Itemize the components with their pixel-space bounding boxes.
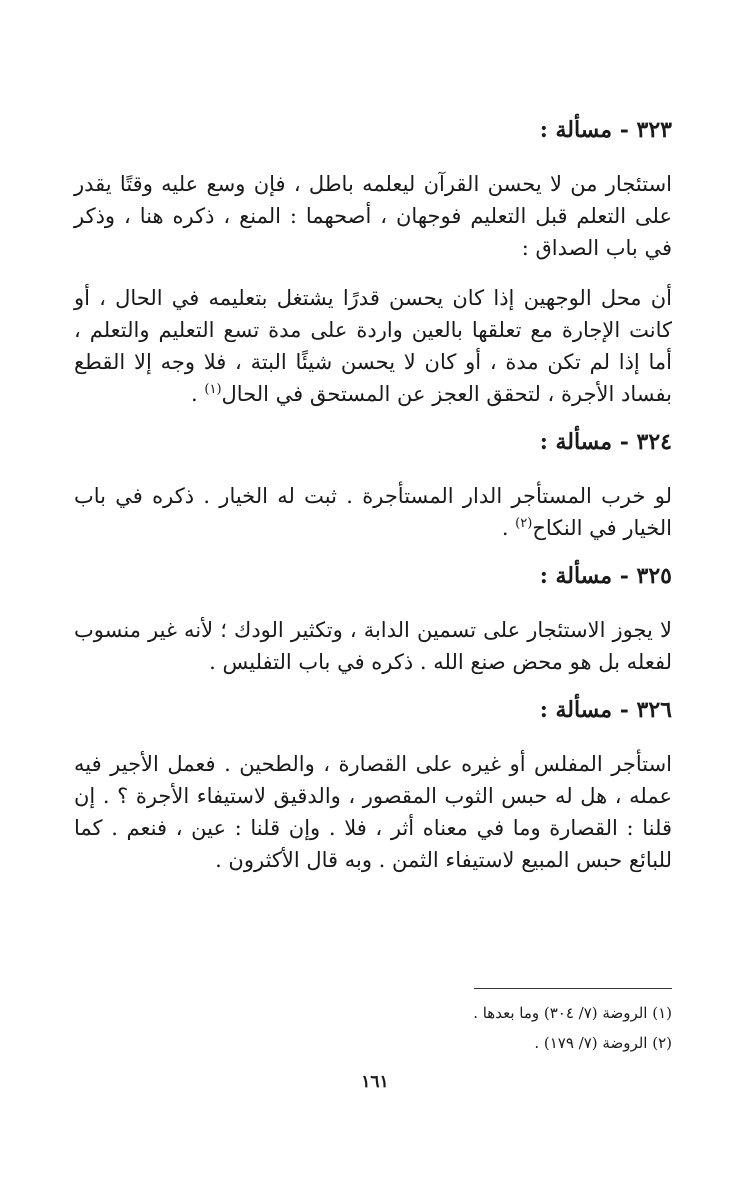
footnote-marker: (٢) xyxy=(515,516,533,531)
issue-heading: ٣٢٦ - مسألة : xyxy=(539,697,672,723)
footnote-separator xyxy=(474,988,672,989)
paragraph-text: أن محل الوجهين إذا كان يحسن قدرًا يشتغل بتعليمه في الحال ، أو كانت الإجارة مع تعلقها بالعين واردة على مدة تسع التعليم والتعلم ، أما إذا لم تكن مدة ، أو كان لا يحسن شيئًا البتة ، فلا وجه إلا القطع بفساد الأجرة ، لتحقق العجز عن المستحق في الحال xyxy=(74,286,672,406)
issue-heading: ٣٢٣ - مسألة : xyxy=(539,117,672,143)
page-number: ١٦١ xyxy=(361,1072,389,1092)
paragraph: لا يجوز الاستئجار على تسمين الدابة ، وتكثير الودك ؛ لأنه غير منسوب لفعله بل هو محض صنع الله . ذكره في باب التفليس . xyxy=(74,618,672,674)
paragraph-end: . xyxy=(191,382,205,406)
issue-heading: ٣٢٥ - مسألة : xyxy=(539,563,672,589)
paragraph: استأجر المفلس أو غيره على القصارة ، والطحين . فعمل الأجير فيه عمله ، هل له حبس الثوب المقصور ، والدقيق لاستيفاء الأجرة ؟ . إن قلنا : القصارة وما في معناه أثر ، فلا . وإن قلنا : عين ، فنعم . كما للبائع حبس المبيع لاستيفاء الثمن . وبه قال الأكثرون . xyxy=(74,752,672,872)
paragraph: استئجار من لا يحسن القرآن ليعلمه باطل ، فإن وسع عليه وقتًا يقدر على التعلم قبل التعليم فوجهان ، أصحهما : المنع ، ذكره هنا ، وذكر في باب الصداق : xyxy=(74,172,672,260)
main-text xyxy=(74,108,672,876)
paragraph-text: لو خرب المستأجر الدار المستأجرة . ثبت له الخيار . ذكره في باب الخيار في النكاح xyxy=(74,484,672,540)
footnotes xyxy=(74,998,672,1058)
issue-section xyxy=(74,554,672,678)
paragraph-end: . xyxy=(501,516,516,540)
issue-section xyxy=(74,420,672,544)
footnote: (٢) الروضة (٧/ ١٧٩) . xyxy=(534,1034,672,1052)
paragraph xyxy=(74,480,672,544)
issue-heading: ٣٢٤ - مسألة : xyxy=(539,429,672,455)
paragraph xyxy=(74,282,672,410)
issue-section xyxy=(74,688,672,876)
footnote: (١) الروضة (٧/ ٣٠٤) وما بعدها . xyxy=(473,1004,672,1022)
footnote-marker: (١) xyxy=(204,382,222,397)
issue-section xyxy=(74,108,672,410)
